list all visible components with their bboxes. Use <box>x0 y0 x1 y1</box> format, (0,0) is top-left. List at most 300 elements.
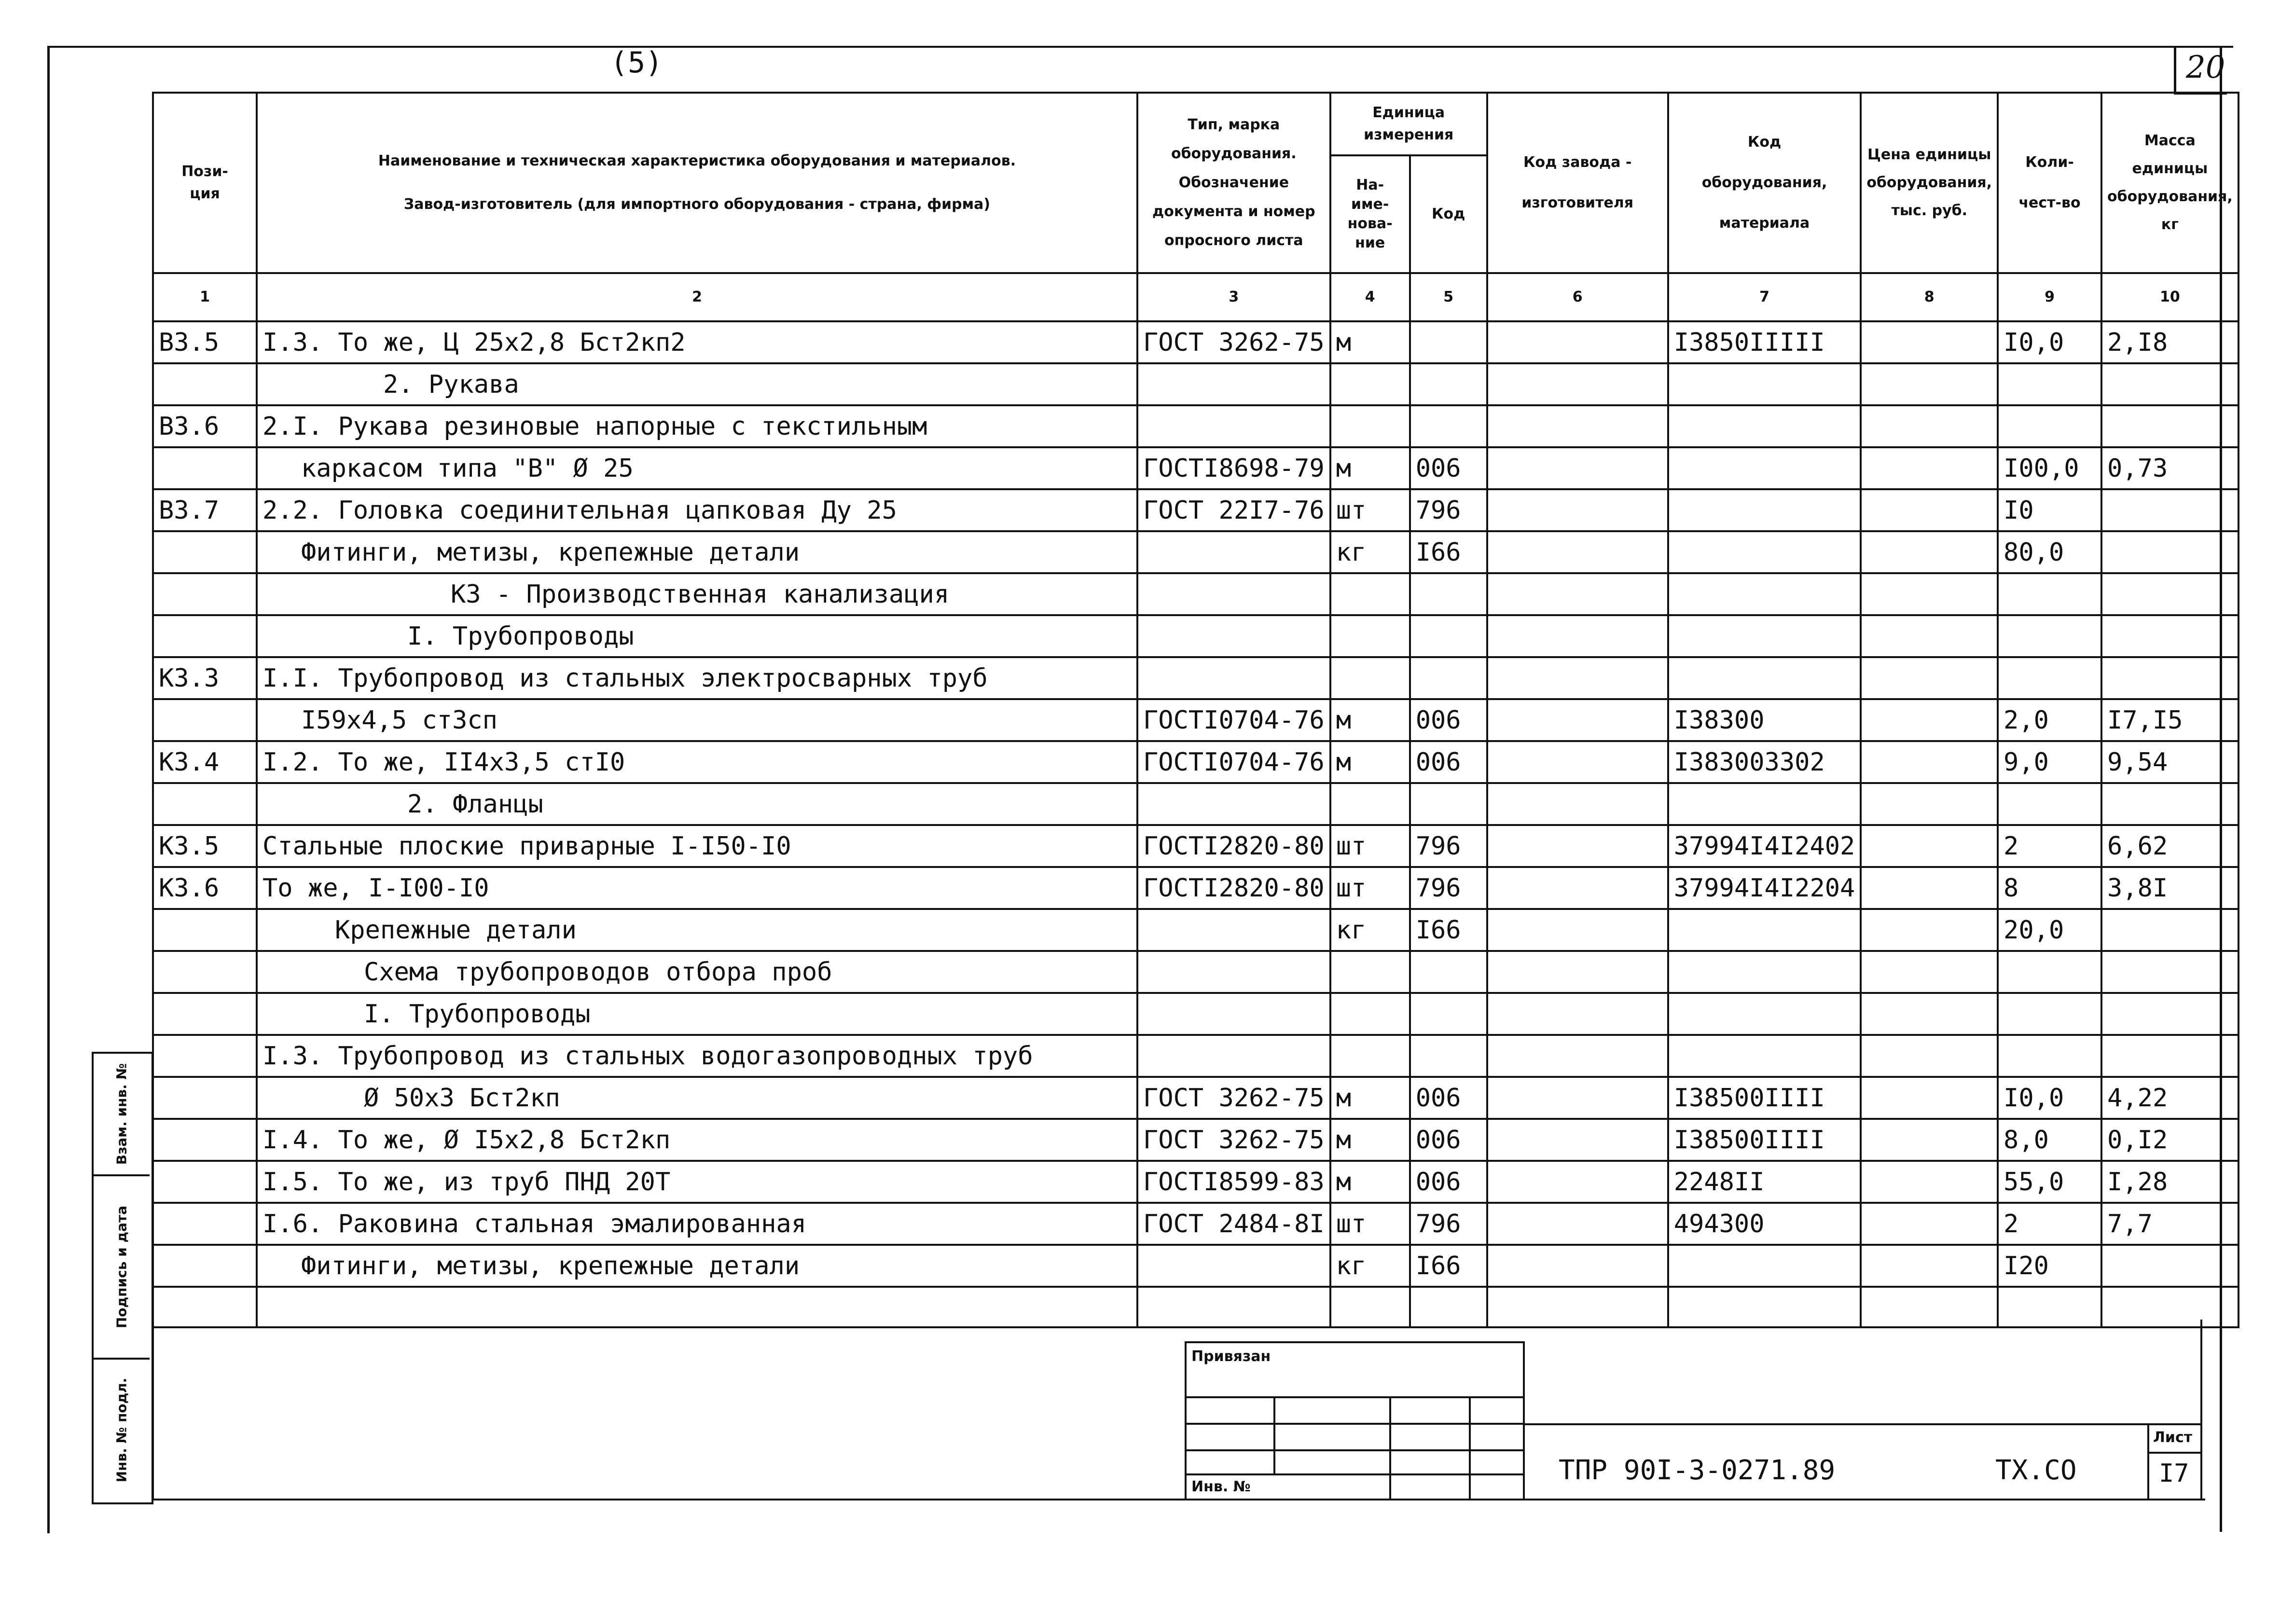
position-cell: В3.6 <box>153 405 257 447</box>
name-cell: I.3. То же, Ц 25х2,8 Бст2кп2 <box>257 321 1137 363</box>
position-cell <box>153 1203 257 1245</box>
position-cell <box>153 531 257 573</box>
frame-left-line <box>47 47 50 1533</box>
price-cell <box>1861 405 1998 447</box>
document-cell: ГОСТ 3262-75 <box>1137 321 1330 363</box>
equipment-code-cell <box>1668 1035 1861 1077</box>
side-cell-replaced-inv <box>94 1054 150 1176</box>
mass-cell: 0,I2 <box>2101 1119 2239 1161</box>
position-cell <box>153 615 257 657</box>
quantity-cell: I20 <box>1998 1245 2101 1287</box>
frame-top-line <box>47 46 2233 48</box>
document-cell: ГОСТI8698-79 <box>1137 447 1330 489</box>
quantity-cell: I00,0 <box>1998 447 2101 489</box>
binding-row-line <box>1187 1449 1523 1451</box>
unit-code-cell: I66 <box>1410 1245 1487 1287</box>
col-number: 7 <box>1668 273 1861 321</box>
sheet-divider <box>2149 1452 2200 1454</box>
table-row <box>153 1035 2239 1077</box>
unit-name-cell <box>1330 573 1410 615</box>
price-cell <box>1861 951 1998 993</box>
binding-row-line <box>1187 1423 1523 1425</box>
table-row <box>153 447 2239 489</box>
side-label: Подпись и дата <box>113 1205 130 1329</box>
unit-code-cell: 006 <box>1410 1119 1487 1161</box>
unit-code-cell: 796 <box>1410 867 1487 909</box>
price-cell <box>1861 741 1998 783</box>
price-cell <box>1861 447 1998 489</box>
quantity-cell: 8,0 <box>1998 1119 2101 1161</box>
name-cell: 2.2. Головка соединительная цапковая Ду 25 <box>257 489 1137 531</box>
unit-code-cell <box>1410 321 1487 363</box>
unit-name-cell: м <box>1330 699 1410 741</box>
unit-name-cell: кг <box>1330 531 1410 573</box>
position-cell: К3.3 <box>153 657 257 699</box>
sheet-label: Лист <box>2153 1429 2193 1446</box>
unit-code-cell <box>1410 363 1487 405</box>
empty-cell <box>257 1287 1137 1327</box>
price-cell <box>1861 825 1998 867</box>
empty-cell <box>1861 1287 1998 1327</box>
side-cell-signature-date <box>94 1176 150 1360</box>
position-cell: В3.5 <box>153 321 257 363</box>
table-row <box>153 741 2239 783</box>
price-cell <box>1861 1203 1998 1245</box>
table-row <box>153 783 2239 825</box>
unit-name-cell: шт <box>1330 825 1410 867</box>
position-cell <box>153 363 257 405</box>
quantity-cell <box>1998 1035 2101 1077</box>
equipment-code-cell <box>1668 405 1861 447</box>
unit-name-cell <box>1330 783 1410 825</box>
mass-cell <box>2101 1245 2239 1287</box>
mass-cell <box>2101 909 2239 951</box>
price-cell <box>1861 1119 1998 1161</box>
mass-cell: 9,54 <box>2101 741 2239 783</box>
price-cell <box>1861 993 1998 1035</box>
table-row <box>153 321 2239 363</box>
unit-name-cell: шт <box>1330 1203 1410 1245</box>
col-number: 9 <box>1998 273 2101 321</box>
quantity-cell <box>1998 657 2101 699</box>
quantity-cell <box>1998 573 2101 615</box>
binding-row-line <box>1187 1473 1523 1475</box>
position-cell: В3.7 <box>153 489 257 531</box>
empty-cell <box>1137 1287 1330 1327</box>
position-cell <box>153 1077 257 1119</box>
document-cell <box>1137 1245 1330 1287</box>
table-row <box>153 531 2239 573</box>
unit-code-cell: 796 <box>1410 489 1487 531</box>
col-number: 4 <box>1330 273 1410 321</box>
binding-label: Привязан <box>1191 1348 1271 1365</box>
equipment-code-cell: 37994I4I2402 <box>1668 825 1861 867</box>
factory-code-cell <box>1487 1119 1668 1161</box>
document-cell: ГОСТ 3262-75 <box>1137 1119 1330 1161</box>
name-cell: К3 - Производственная канализация <box>257 573 1137 615</box>
name-cell: I.6. Раковина стальная эмалированная <box>257 1203 1137 1245</box>
table-body <box>153 321 2239 1327</box>
unit-code-cell: 006 <box>1410 447 1487 489</box>
document-cell: ГОСТI2820-80 <box>1137 825 1330 867</box>
empty-cell <box>1487 1287 1668 1327</box>
factory-code-cell <box>1487 1203 1668 1245</box>
factory-code-cell <box>1487 531 1668 573</box>
name-cell: 2. Рукава <box>257 363 1137 405</box>
mass-cell: 0,73 <box>2101 447 2239 489</box>
table-row <box>153 1245 2239 1287</box>
mass-cell <box>2101 363 2239 405</box>
unit-name-cell: м <box>1330 321 1410 363</box>
price-cell <box>1861 783 1998 825</box>
side-label: Взам. инв. № <box>113 1063 130 1165</box>
quantity-cell: I0 <box>1998 489 2101 531</box>
document-cell <box>1137 405 1330 447</box>
table-row <box>153 615 2239 657</box>
side-label: Инв. № подл. <box>113 1377 130 1483</box>
header-mass: Масса единицы оборудования, кг <box>2101 93 2239 273</box>
mass-cell <box>2101 489 2239 531</box>
document-cell <box>1137 657 1330 699</box>
document-mark: ТХ.СО <box>1995 1455 2077 1486</box>
document-cell: ГОСТI2820-80 <box>1137 867 1330 909</box>
col-number: 10 <box>2101 273 2239 321</box>
quantity-cell: 2,0 <box>1998 699 2101 741</box>
empty-cell <box>153 1287 257 1327</box>
position-cell: К3.4 <box>153 741 257 783</box>
price-cell <box>1861 489 1998 531</box>
price-cell <box>1861 1035 1998 1077</box>
equipment-code-cell: I38300 <box>1668 699 1861 741</box>
table-row <box>153 573 2239 615</box>
unit-name-cell: кг <box>1330 1245 1410 1287</box>
factory-code-cell <box>1487 951 1668 993</box>
price-cell <box>1861 321 1998 363</box>
title-block-top-line <box>1525 1423 2200 1425</box>
position-cell <box>153 447 257 489</box>
unit-name-cell <box>1330 951 1410 993</box>
equipment-code-cell: I3850IIIII <box>1668 321 1861 363</box>
header-unit-group: Единица измерения <box>1330 93 1487 155</box>
equipment-code-cell <box>1668 783 1861 825</box>
price-cell <box>1861 699 1998 741</box>
mass-cell <box>2101 783 2239 825</box>
equipment-code-cell <box>1668 951 1861 993</box>
sheet-number: I7 <box>2159 1459 2189 1488</box>
header-position: Пози- ция <box>153 93 257 273</box>
factory-code-cell <box>1487 867 1668 909</box>
unit-name-cell <box>1330 1035 1410 1077</box>
table-row <box>153 363 2239 405</box>
table-row <box>153 909 2239 951</box>
table-row <box>153 1161 2239 1203</box>
side-stamp <box>92 1052 153 1504</box>
mass-cell: 2,I8 <box>2101 321 2239 363</box>
unit-name-cell: м <box>1330 447 1410 489</box>
binding-col-line <box>1389 1396 1391 1499</box>
mass-cell <box>2101 531 2239 573</box>
quantity-cell <box>1998 993 2101 1035</box>
name-cell: I.4. То же, Ø I5х2,8 Бст2кп <box>257 1119 1137 1161</box>
quantity-cell <box>1998 615 2101 657</box>
equipment-code-cell <box>1668 993 1861 1035</box>
position-cell <box>153 909 257 951</box>
factory-code-cell <box>1487 825 1668 867</box>
unit-code-cell: 796 <box>1410 1203 1487 1245</box>
equipment-code-cell: I383003302 <box>1668 741 1861 783</box>
unit-name-cell <box>1330 993 1410 1035</box>
unit-code-cell: I66 <box>1410 909 1487 951</box>
mass-cell: 7,7 <box>2101 1203 2239 1245</box>
table-row <box>153 1077 2239 1119</box>
equipment-code-cell <box>1668 573 1861 615</box>
unit-name-cell <box>1330 657 1410 699</box>
quantity-cell: 2 <box>1998 1203 2101 1245</box>
document-cell: ГОСТ 3262-75 <box>1137 1077 1330 1119</box>
document-cell: ГОСТI8599-83 <box>1137 1161 1330 1203</box>
document-code: ТПР 90I-3-0271.89 <box>1559 1455 1836 1486</box>
position-cell <box>153 993 257 1035</box>
unit-name-cell: м <box>1330 1077 1410 1119</box>
header-type: Тип, марка оборудования. Обозначение документа и номер опросного листа <box>1137 93 1330 273</box>
quantity-cell <box>1998 405 2101 447</box>
factory-code-cell <box>1487 1245 1668 1287</box>
document-cell <box>1137 993 1330 1035</box>
document-cell: ГОСТ 22I7-76 <box>1137 489 1330 531</box>
table-row <box>153 699 2239 741</box>
table-row <box>153 951 2239 993</box>
equipment-code-cell <box>1668 363 1861 405</box>
equipment-code-cell <box>1668 909 1861 951</box>
name-cell: Фитинги, метизы, крепежные детали <box>257 531 1137 573</box>
unit-code-cell <box>1410 657 1487 699</box>
equipment-code-cell: 2248II <box>1668 1161 1861 1203</box>
price-cell <box>1861 363 1998 405</box>
quantity-cell: I0,0 <box>1998 1077 2101 1119</box>
equipment-code-cell: 37994I4I2204 <box>1668 867 1861 909</box>
factory-code-cell <box>1487 1161 1668 1203</box>
name-cell: I59х4,5 ст3сп <box>257 699 1137 741</box>
equipment-code-cell: 494300 <box>1668 1203 1861 1245</box>
unit-code-cell: 006 <box>1410 1161 1487 1203</box>
sheet-box <box>2147 1423 2202 1500</box>
inv-number-label: Инв. № <box>1191 1478 1251 1495</box>
quantity-cell <box>1998 951 2101 993</box>
quantity-cell <box>1998 783 2101 825</box>
name-cell: I. Трубопроводы <box>257 615 1137 657</box>
factory-code-cell <box>1487 1077 1668 1119</box>
factory-code-cell <box>1487 615 1668 657</box>
name-cell: I.2. То же, II4х3,5 стI0 <box>257 741 1137 783</box>
price-cell <box>1861 573 1998 615</box>
mass-cell <box>2101 573 2239 615</box>
unit-code-cell <box>1410 573 1487 615</box>
document-cell <box>1137 1035 1330 1077</box>
table-row <box>153 825 2239 867</box>
table-row <box>153 1203 2239 1245</box>
header-unit-name: На-име-нова-ние <box>1330 155 1410 273</box>
bottom-area-bottom-line <box>152 1499 2205 1500</box>
unit-name-cell: кг <box>1330 909 1410 951</box>
quantity-cell: 2 <box>1998 825 2101 867</box>
price-cell <box>1861 657 1998 699</box>
name-cell: 2.I. Рукава резиновые напорные с текстильным <box>257 405 1137 447</box>
document-cell: ГОСТI0704-76 <box>1137 741 1330 783</box>
mass-cell <box>2101 993 2239 1035</box>
unit-code-cell: 006 <box>1410 1077 1487 1119</box>
header-quantity: Коли-чест-во <box>1998 93 2101 273</box>
factory-code-cell <box>1487 447 1668 489</box>
position-cell: К3.5 <box>153 825 257 867</box>
document-cell <box>1137 615 1330 657</box>
mass-cell <box>2101 405 2239 447</box>
factory-code-cell <box>1487 321 1668 363</box>
mass-cell: I,28 <box>2101 1161 2239 1203</box>
price-cell <box>1861 1161 1998 1203</box>
equipment-code-cell: I38500IIII <box>1668 1119 1861 1161</box>
unit-code-cell <box>1410 951 1487 993</box>
name-cell: I. Трубопроводы <box>257 993 1137 1035</box>
equipment-code-cell <box>1668 657 1861 699</box>
mass-cell: 6,62 <box>2101 825 2239 867</box>
unit-code-cell <box>1410 615 1487 657</box>
name-cell: Стальные плоские приварные I-I50-I0 <box>257 825 1137 867</box>
price-cell <box>1861 531 1998 573</box>
binding-col-line <box>1469 1396 1471 1499</box>
document-cell <box>1137 573 1330 615</box>
empty-cell <box>1410 1287 1487 1327</box>
name-cell: Фитинги, метизы, крепежные детали <box>257 1245 1137 1287</box>
equipment-code-cell <box>1668 615 1861 657</box>
header-factory-code: Код завода - изготовителя <box>1487 93 1668 273</box>
empty-cell <box>1668 1287 1861 1327</box>
corner-page-box <box>2174 47 2227 95</box>
col-number: 5 <box>1410 273 1487 321</box>
price-cell <box>1861 615 1998 657</box>
factory-code-cell <box>1487 363 1668 405</box>
header-equipment-code: Код оборудования, материала <box>1668 93 1861 273</box>
name-cell: Крепежные детали <box>257 909 1137 951</box>
document-cell <box>1137 909 1330 951</box>
mass-cell: 3,8I <box>2101 867 2239 909</box>
unit-code-cell <box>1410 993 1487 1035</box>
position-cell <box>153 1161 257 1203</box>
position-cell <box>153 699 257 741</box>
unit-code-cell: 796 <box>1410 825 1487 867</box>
unit-name-cell: м <box>1330 741 1410 783</box>
empty-cell <box>2101 1287 2239 1327</box>
quantity-cell: 80,0 <box>1998 531 2101 573</box>
factory-code-cell <box>1487 909 1668 951</box>
position-cell <box>153 1035 257 1077</box>
table-row <box>153 405 2239 447</box>
factory-code-cell <box>1487 741 1668 783</box>
position-cell <box>153 1245 257 1287</box>
binding-row-line <box>1187 1396 1523 1398</box>
mass-cell: I7,I5 <box>2101 699 2239 741</box>
document-cell <box>1137 951 1330 993</box>
binding-block <box>1185 1341 1525 1500</box>
unit-code-cell: I66 <box>1410 531 1487 573</box>
factory-code-cell <box>1487 993 1668 1035</box>
unit-name-cell <box>1330 363 1410 405</box>
unit-name-cell: м <box>1330 1161 1410 1203</box>
table-row <box>153 867 2239 909</box>
document-cell: ГОСТ 2484-8I <box>1137 1203 1330 1245</box>
unit-name-cell: шт <box>1330 867 1410 909</box>
equipment-code-cell <box>1668 447 1861 489</box>
mass-cell: 4,22 <box>2101 1077 2239 1119</box>
document-cell: ГОСТI0704-76 <box>1137 699 1330 741</box>
empty-cell <box>1330 1287 1410 1327</box>
unit-name-cell <box>1330 615 1410 657</box>
header-price: Цена единицы оборудования, тыс. руб. <box>1861 93 1998 273</box>
quantity-cell: 8 <box>1998 867 2101 909</box>
equipment-code-cell: I38500IIII <box>1668 1077 1861 1119</box>
col-number: 3 <box>1137 273 1330 321</box>
circle-number: (5) <box>610 46 663 80</box>
position-cell <box>153 783 257 825</box>
document-cell <box>1137 783 1330 825</box>
factory-code-cell <box>1487 699 1668 741</box>
unit-name-cell: шт <box>1330 489 1410 531</box>
quantity-cell: 9,0 <box>1998 741 2101 783</box>
factory-code-cell <box>1487 1035 1668 1077</box>
col-number: 6 <box>1487 273 1668 321</box>
document-cell <box>1137 531 1330 573</box>
binding-col-line <box>1273 1396 1275 1475</box>
name-cell: I.I. Трубопровод из стальных электросварных труб <box>257 657 1137 699</box>
factory-code-cell <box>1487 489 1668 531</box>
mass-cell <box>2101 615 2239 657</box>
factory-code-cell <box>1487 783 1668 825</box>
col-number: 2 <box>257 273 1137 321</box>
unit-code-cell <box>1410 783 1487 825</box>
unit-code-cell <box>1410 1035 1487 1077</box>
side-cell-original-inv <box>94 1360 150 1500</box>
name-cell: I.3. Трубопровод из стальных водогазопроводных труб <box>257 1035 1137 1077</box>
empty-cell <box>1998 1287 2101 1327</box>
factory-code-cell <box>1487 405 1668 447</box>
document-cell <box>1137 363 1330 405</box>
price-cell <box>1861 909 1998 951</box>
specification-table <box>152 92 2239 1328</box>
header-unit-code: Код <box>1410 155 1487 273</box>
unit-name-cell: м <box>1330 1119 1410 1161</box>
price-cell <box>1861 867 1998 909</box>
quantity-cell: 20,0 <box>1998 909 2101 951</box>
mass-cell <box>2101 1035 2239 1077</box>
price-cell <box>1861 1077 1998 1119</box>
table-row <box>153 489 2239 531</box>
quantity-cell: I0,0 <box>1998 321 2101 363</box>
table-row <box>153 1119 2239 1161</box>
name-cell: 2. Фланцы <box>257 783 1137 825</box>
name-cell: I.5. То же, из труб ПНД 20Т <box>257 1161 1137 1203</box>
mass-cell <box>2101 951 2239 993</box>
unit-code-cell <box>1410 405 1487 447</box>
name-cell: Схема трубопроводов отбора проб <box>257 951 1137 993</box>
table-row <box>153 993 2239 1035</box>
header-name: Наименование и техническая характеристика оборудования и материалов. Завод-изготовитель (для импортного оборудования - страна, фирма) <box>257 93 1137 273</box>
factory-code-cell <box>1487 573 1668 615</box>
table-row <box>153 657 2239 699</box>
col-number: 8 <box>1861 273 1998 321</box>
mass-cell <box>2101 657 2239 699</box>
position-cell <box>153 1119 257 1161</box>
name-cell: каркасом типа "В" Ø 25 <box>257 447 1137 489</box>
quantity-cell <box>1998 363 2101 405</box>
